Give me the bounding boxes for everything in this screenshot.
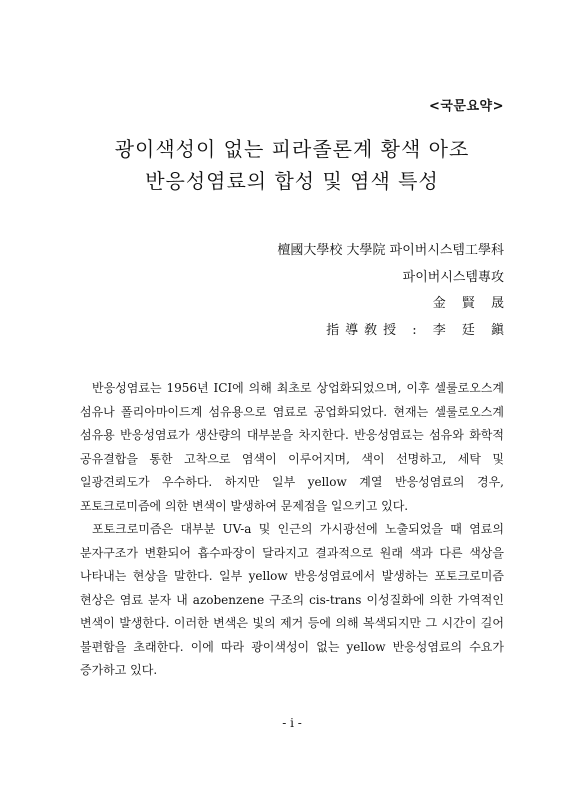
paragraph-1: 반응성염료는 1956년 ICI에 의해 최초로 상업화되었으며, 이후 셀룰로오스계 섬유나 폴리아마이드계 섬유용으로 염료로 공업화되었다. 현재는 셀룰로오스계 섬유용 반응성염료가 생산량의 대부분을 차지한다. 반응성염료는 섬유와 화학적 공유결합을 통한 고착으로 염색이 이루어지며, 색이 선명하고, 세탁 및 일광견뢰도가 우수하다. 하지만 일부 yellow 계열 반응성염료의 경우, 포토크로미즘에 의한 변색이 발생하여 문제점을 일으키고 있다. xyxy=(80,381,504,513)
thesis-title xyxy=(0,133,584,197)
abstract-body xyxy=(80,377,504,683)
advisor: 指導敎授 : 李 廷 鎭 xyxy=(326,322,510,338)
title-line-2: 반응성염료의 합성 및 염색 특성 xyxy=(145,169,439,193)
page-number: - i - xyxy=(282,716,302,730)
major: 파이버시스템專攻 xyxy=(402,269,504,285)
paragraph-2: 포토크로미즘은 대부분 UV-a 및 인근의 가시광선에 노출되었을 때 염료의 분자구조가 변환되어 흡수파장이 달라지고 결과적으로 원래 색과 다른 색상을 나타내는 현상을 말한다. 일부 yellow 반응성염료에서 발생하는 포토크로미즘 현상은 염료 분자 내 azobenzene 구조의 cis-trans 이성질화에 의한 가역적인 변색이 발생한다. 이러한 변색은 빛의 제거 등에 의해 복색되지만 그 시간이 길어 불편함을 초래한다. 이에 따라 광이색성이 없는 yellow 반응성염료의 수요가 증가하고 있다. xyxy=(80,522,504,677)
summary-tag: <국문요약> xyxy=(428,99,504,114)
author-name: 金 賢 晟 xyxy=(432,296,510,311)
school-department: 檀國大學校 大學院 파이버시스템工學科 xyxy=(277,243,504,258)
title-line-1: 광이색성이 없는 피라졸론계 황색 아조 xyxy=(114,137,470,161)
author-block xyxy=(277,238,510,344)
